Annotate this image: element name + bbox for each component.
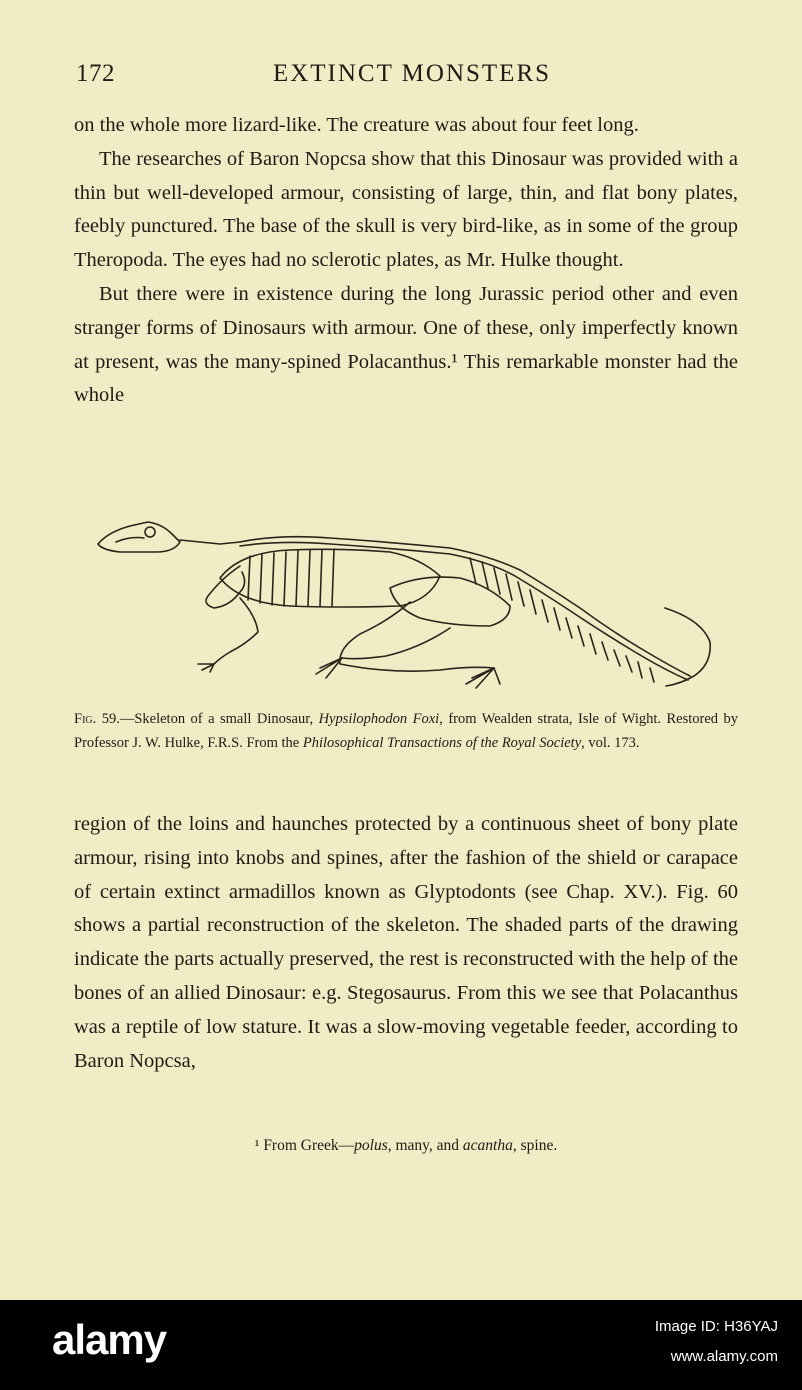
footnote: ¹ From Greek—polus, many, and acantha, spine.: [254, 1137, 558, 1154]
page-number: 172: [76, 60, 115, 87]
paragraph: The researches of Baron Nopcsa show that this Dinosaur was provided with a thin but well-developed armour, consisting of large, thin, and flat bony plates, feebly punctured. The base of the skull is very bird-like, as in some of the group Theropoda. The eyes had no sclerotic plates, as Mr. Hulke thought.: [74, 147, 738, 272]
page-header: [76, 60, 748, 94]
body-text-bottom: [74, 808, 738, 1078]
body-text-top: [74, 109, 738, 413]
footnote-marker: ¹: [254, 1137, 260, 1154]
publication-title: Philosophical Transactions of the Royal Society: [302, 735, 582, 751]
dinosaur-skeleton-illustration: [90, 508, 715, 700]
figure-caption: Fig. 59.—Skeleton of a small Dinosaur, Hypsilophodon Foxi, from Wealden strata, Isle of Wight. Restored by Professor J. W. Hulke, F.R.S. From the Philosophical Transactions of the Royal Society, vol. 173.: [74, 711, 738, 751]
watermark-url: www.alamy.com: [670, 1348, 778, 1365]
figure-label: Fig. 59.: [74, 711, 120, 727]
paragraph: on the whole more lizard-like. The creature was about four feet long.: [74, 114, 639, 136]
paragraph: But there were in existence during the long Jurassic period other and even stranger forms of Dinosaurs with armour. One of these, only imperfectly known at present, was the many-spined Polacanthus.¹ This remarkable monster had the whole: [74, 282, 738, 407]
paragraph: region of the loins and haunches protected by a continuous sheet of bony plate armour, rising into knobs and spines, after the fashion of the shield or carapace of certain extinct armadillos known as Glyptodonts (see Chap. XV.). Fig. 60 shows a partial reconstruction of the skeleton. The shaded parts of the drawing indicate the parts actually preserved, the rest is reconstructed with the help of the bones of an allied Dinosaur: e.g. Stegosaurus. From this we see that Polacanthus was a reptile of low stature. It was a slow-moving vegetable feeder, according to Baron Nopcsa,: [74, 813, 738, 1072]
image-id: Image ID: H36YAJ: [654, 1318, 778, 1335]
alamy-logo: alamy: [52, 1316, 167, 1363]
species-name: Hypsilophodon Foxi: [318, 711, 440, 727]
running-title: EXTINCT MONSTERS: [272, 60, 552, 87]
